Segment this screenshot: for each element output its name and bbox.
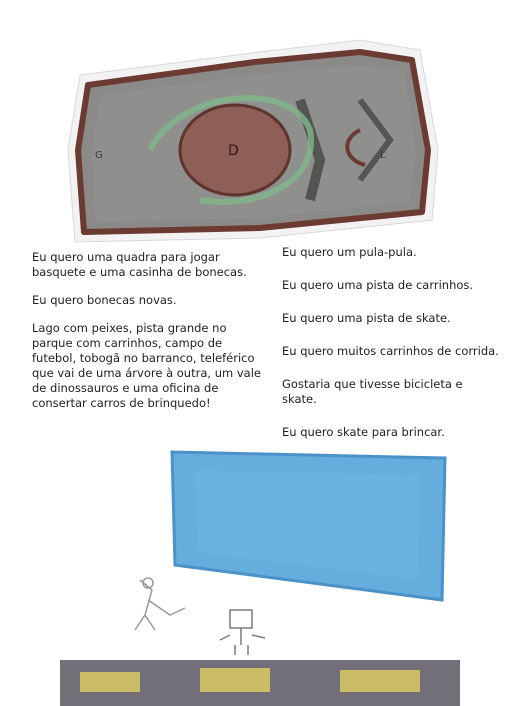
paragraph: Eu quero bonecas novas.: [32, 293, 177, 307]
yellow-patch: [200, 668, 270, 692]
left-text-column: [32, 250, 264, 424]
paragraph: Eu quero muitos carrinhos de corrida.: [282, 344, 499, 358]
robot-figure: [220, 610, 265, 655]
right-text-column: [282, 245, 500, 458]
paragraph: Gostaria que tivesse bicicleta e skate.: [282, 377, 463, 406]
paragraph: Eu quero um pula-pula.: [282, 245, 417, 259]
letter-g: G: [95, 150, 103, 161]
yellow-patch: [80, 672, 140, 692]
paragraph: Eu quero uma pista de carrinhos.: [282, 278, 474, 292]
letter-d: D: [228, 143, 239, 159]
crayon-drawing-top: [60, 30, 440, 245]
paragraph: Lago com peixes, pista grande no parque com carrinhos, campo de futebol, tobogã no barranco, teleférico que vai de uma árvore à outra, um vale de dinossauros e uma oficina de consertar carros de brinquedo!: [32, 321, 261, 410]
stick-figure: [135, 578, 185, 630]
letter-l: L: [380, 150, 386, 161]
paragraph: Eu quero uma pista de skate.: [282, 311, 451, 325]
paragraph: Eu quero skate para brincar.: [282, 425, 445, 439]
yellow-patch: [340, 670, 420, 692]
paragraph: Eu quero uma quadra para jogar basquete e uma casinha de bonecas.: [32, 250, 247, 279]
crayon-drawing-bottom: [60, 440, 460, 706]
